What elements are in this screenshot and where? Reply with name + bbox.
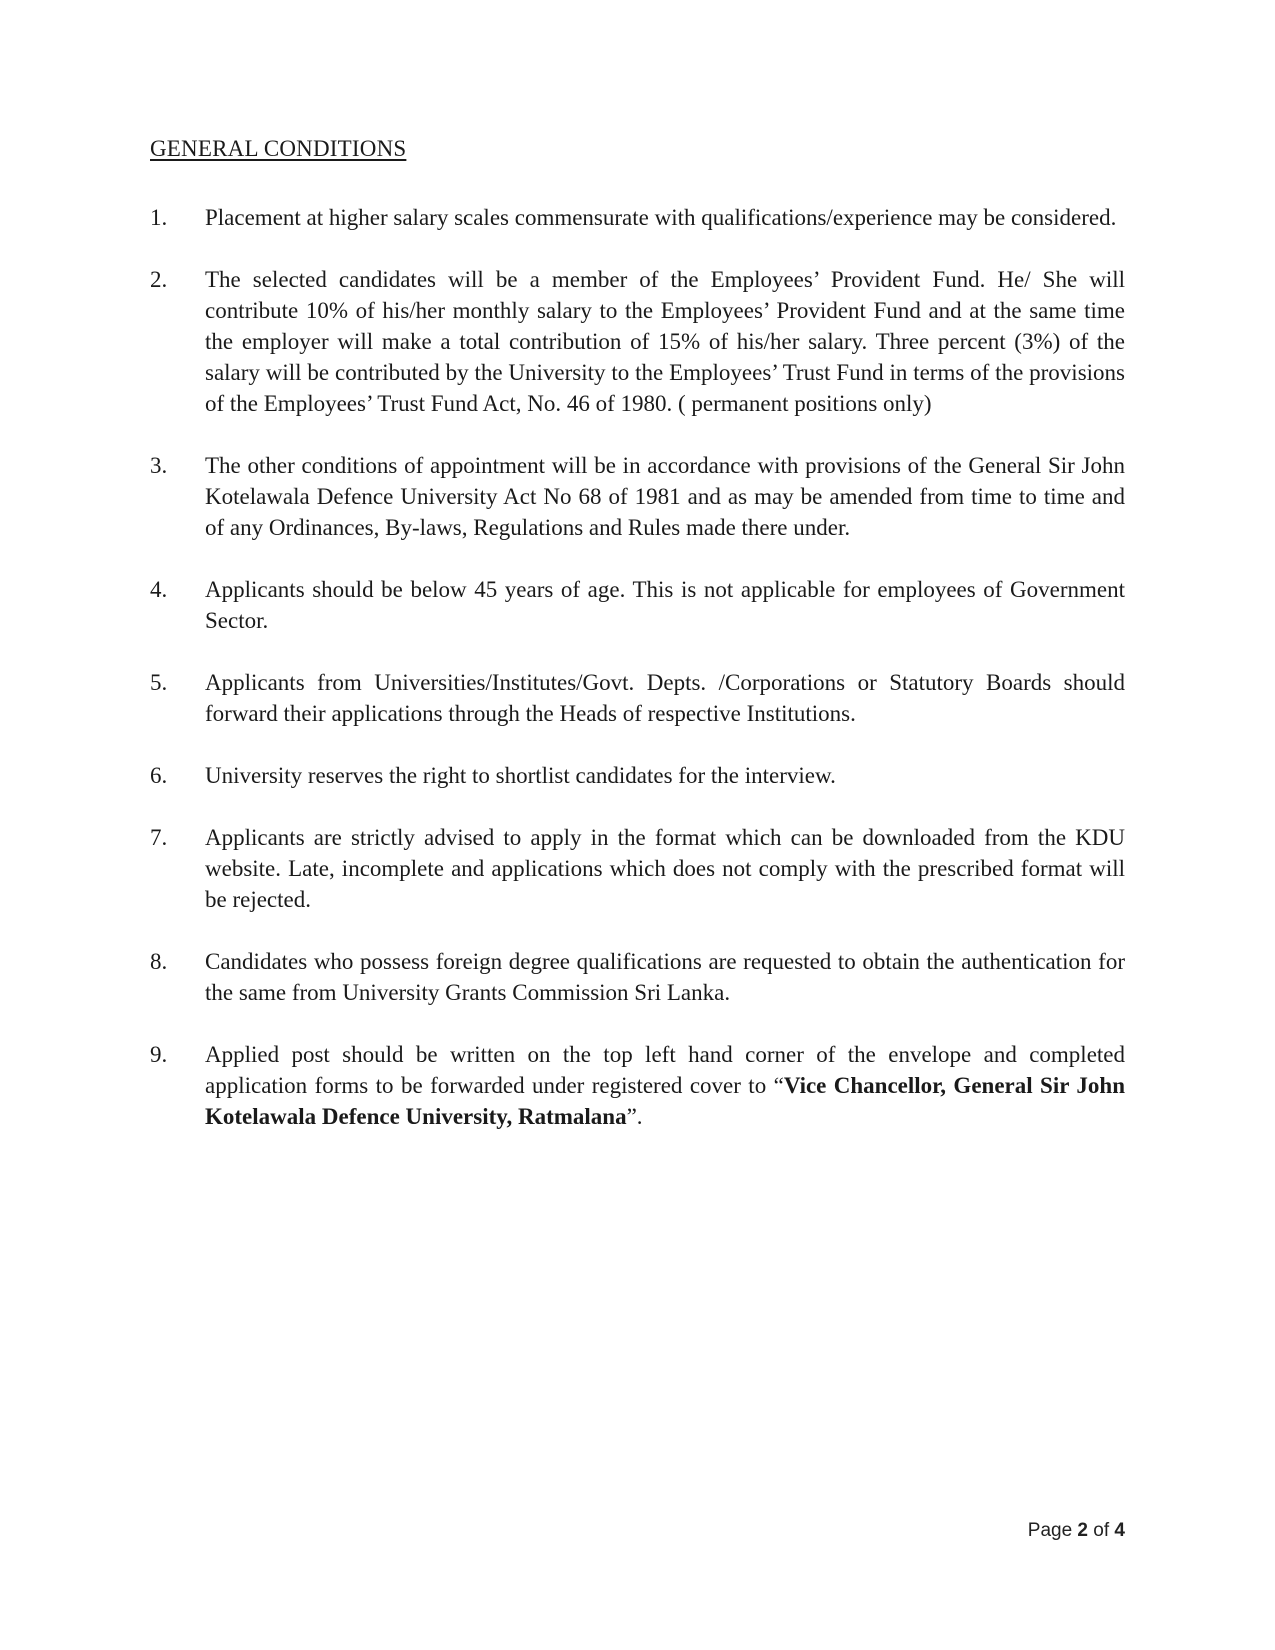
conditions-list: [150, 202, 1125, 1163]
condition-number: 7.: [150, 825, 168, 850]
condition-item: [150, 264, 1125, 419]
condition-number: 4.: [150, 577, 168, 602]
address-bold: Vice Chancellor, General Sir John Kotelawala Defence University, Ratmalana: [205, 1073, 1125, 1129]
condition-text-before: Applied post should be written on the top left hand corner of the envelope and completed application forms to be forwarded under registered cover to “: [205, 1042, 1125, 1098]
condition-item: [150, 450, 1125, 543]
condition-item: [150, 1039, 1125, 1132]
condition-text: The selected candidates will be a member of the Employees’ Provident Fund. He/ She will contribute 10% of his/her monthly salary to the Employees’ Provident Fund and at the same time the employer will make a total contribution of 15% of his/her salary. Three percent (3%) of the salary will be contributed by the University to the Employees’ Trust Fund in terms of the provisions of the Employees’ Trust Fund Act, No. 46 of 1980. ( permanent positions only): [205, 267, 1125, 416]
page-of: of: [1093, 1520, 1110, 1541]
page-total: 4: [1114, 1520, 1125, 1541]
condition-number: 6.: [150, 763, 168, 788]
condition-item: [150, 202, 1125, 233]
condition-item: [150, 760, 1125, 791]
condition-text: Placement at higher salary scales commensurate with qualifications/experience may be considered.: [205, 205, 1117, 230]
page-number: [1028, 1520, 1125, 1542]
condition-item: [150, 822, 1125, 915]
condition-number: 2.: [150, 267, 168, 292]
condition-text: University reserves the right to shortlist candidates for the interview.: [205, 763, 836, 788]
condition-number: 8.: [150, 949, 168, 974]
condition-number: 1.: [150, 205, 168, 230]
condition-text-after: ”.: [626, 1104, 643, 1129]
condition-number: 9.: [150, 1042, 168, 1067]
condition-text: The other conditions of appointment will be in accordance with provisions of the General Sir John Kotelawala Defence University Act No 68 of 1981 and as may be amended from time to time and of any Ordinances, By-laws, Regulations and Rules made there under.: [205, 453, 1125, 540]
condition-text: Applicants from Universities/Institutes/Govt. Depts. /Corporations or Statutory Boards should forward their applications through the Heads of respective Institutions.: [205, 670, 1125, 726]
condition-number: 3.: [150, 453, 168, 478]
page-label: Page: [1027, 1520, 1073, 1541]
condition-text: Applicants are strictly advised to apply in the format which can be downloaded from the KDU website. Late, incomplete and applications which does not comply with the prescribed format will be rejected.: [205, 825, 1125, 912]
condition-text: Candidates who possess foreign degree qualifications are requested to obtain the authentication for the same from University Grants Commission Sri Lanka.: [205, 949, 1125, 1005]
condition-number: 5.: [150, 670, 168, 695]
condition-text: [205, 1042, 1125, 1129]
condition-item: [150, 574, 1125, 636]
section-heading: GENERAL CONDITIONS: [150, 136, 407, 161]
page-current: 2: [1077, 1520, 1088, 1541]
condition-item: [150, 667, 1125, 729]
condition-item: [150, 946, 1125, 1008]
condition-text: Applicants should be below 45 years of age. This is not applicable for employees of Government Sector.: [205, 577, 1125, 633]
